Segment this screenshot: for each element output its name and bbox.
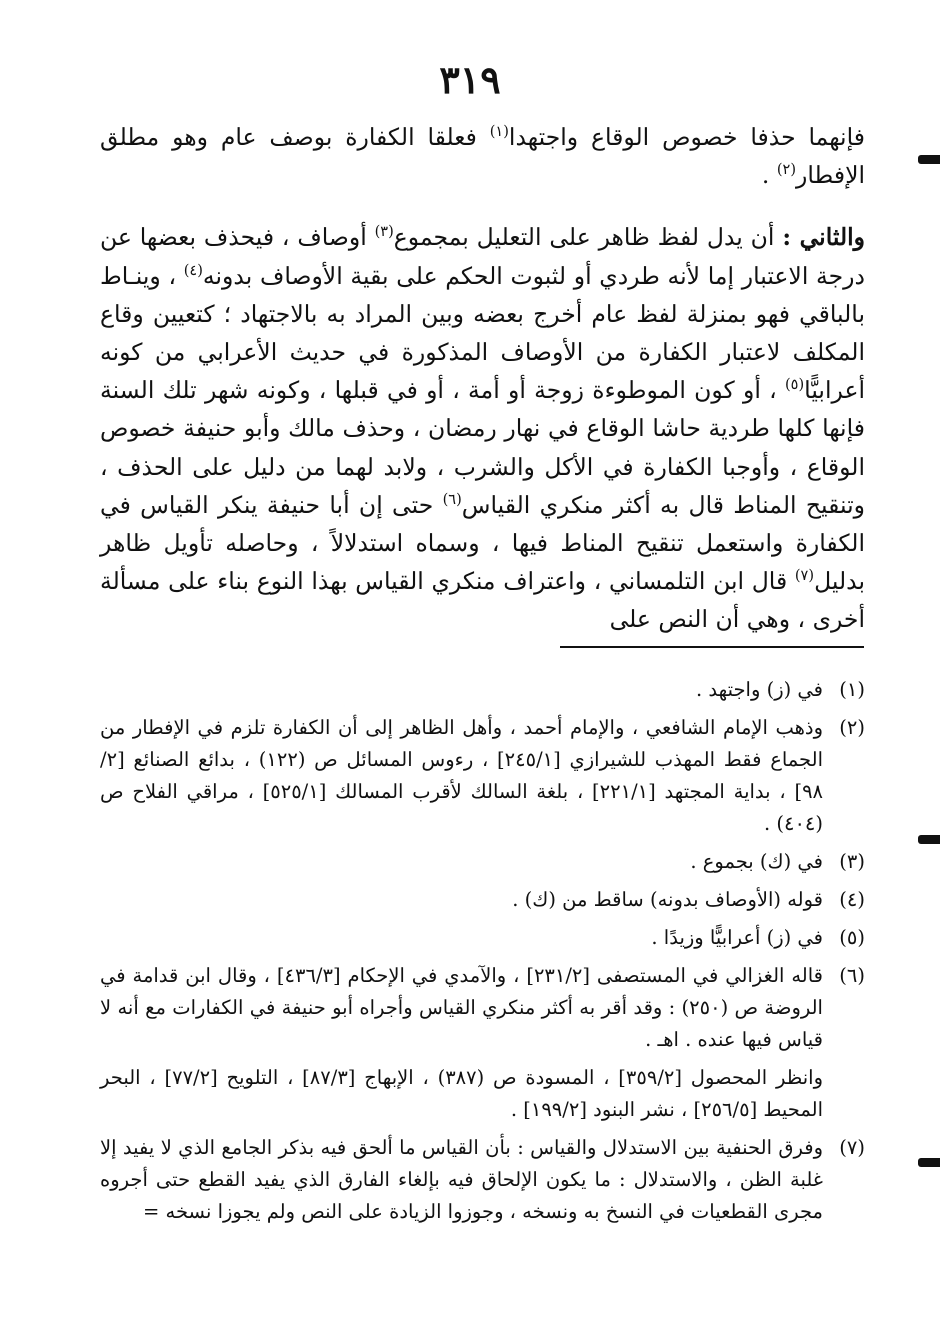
footnote-text: في (ز) واجتهد . — [696, 678, 823, 701]
page-number: ٣١٩ — [439, 57, 501, 102]
footnote-ref: (٣) — [374, 223, 394, 241]
page-edge-mark — [918, 835, 940, 844]
paragraph-lead: والثاني : — [782, 223, 865, 252]
text-segment: حتى إن أبا حنيفة ينكر القياس في الكفارة واستعمل تنقيح المناط فيها ، وسماه استدلالاً ، وحاصله تأويل ظاهر بدليل — [100, 490, 865, 596]
text-segment: فإنهما حذفا خصوص الوقاع واجتهدا — [508, 123, 865, 151]
page-edge-mark — [918, 1158, 940, 1167]
footnote-3 — [100, 846, 865, 878]
footnote-text: قاله الغزالي في المستصفى [٢٣١/٢] ، والآمدي في الإحكام [٤٣٦/٣] ، وقال ابن قدامة في الروضة ص (٢٥٠) : وقد أقر به أكثر منكري القياس وأجراه أبو حنيفة في الكفارات مع أنه لا قياس فيها عنده . اهـ . — [100, 964, 824, 1051]
text-segment: . — [761, 161, 777, 190]
text-segment: فعلقا الكفارة بوصف عام وهو مطلق الإفطار — [100, 123, 865, 190]
main-text — [100, 118, 865, 639]
footnote-text: في (ك) بجموع . — [690, 850, 823, 873]
footnote-number: (٤) — [839, 888, 865, 911]
text-segment: ، أو كون الموطوءة زوجة أو أمة ، أو في قبلها ، وكونه شهر تلك السنة فإنها كلها طردية حاشا الوقاع في نهار رمضان ، وحذف مالك وأبو حنيفة خصوص الوقاع ، وأوجبا الكفارة في الأكل والشرب ، ولابد لهما من دليل على الحذف ، وتنقيح المناط قال به أكثر منكري القياس — [100, 376, 866, 519]
text-segment: قال ابن التلمساني ، واعتراف منكري القياس بهذا النوع بناء على مسألة أخرى ، وهي أن النص على — [100, 567, 865, 634]
footnote-number: (٦) — [839, 964, 865, 987]
footnote-text: وفرق الحنفية بين الاستدلال والقياس : بأن القياس ما ألحق فيه بذكر الجامع الذي لا يفيد إلا غلبة الظن ، والاستدلال : ما يكون الإلحاق فيه بإلغاء الفارق الذي يفيد القطع حتى أجروه مجرى القطعيات في النسخ به ونسخه ، وجوزوا الزيادة على النص ولم يجوزا نسخه = — [100, 1136, 823, 1223]
footnote-6-continuation: وانظر المحصول [٣٥٩/٢] ، المسودة ص (٣٨٧) ، الإبهاج [٨٧/٣] ، التلويح [٧٧/٢] ، البحر المحيط [٢٥٦/٥] ، نشر البنود [١٩٩/٢] . — [100, 1066, 823, 1121]
text-segment: أن يدل لفظ ظاهر على التعليل بمجموع — [393, 223, 783, 252]
page-edge-mark — [918, 155, 940, 164]
footnote-6 — [100, 960, 865, 1056]
footnote-5 — [100, 922, 865, 954]
footnote-ref: (٥) — [784, 376, 805, 394]
footnote-ref: (٤) — [183, 261, 203, 279]
footnote-text: قوله (الأوصاف بدونه) ساقط من (ك) . — [512, 888, 823, 911]
footnote-text: في (ز) أعرابيًّا وزيدًا . — [651, 926, 823, 949]
footnote-7 — [100, 1132, 865, 1228]
footnotes — [100, 674, 865, 1234]
text-segment: أوصاف ، فيحذف بعضها عن درجة الاعتبار إما لأنه طردي أو لثبوت الحكم على بقية الأوصاف بدونه — [100, 223, 865, 290]
footnote-number: (٣) — [839, 850, 865, 873]
footnote-number: (٧) — [839, 1136, 865, 1159]
footnote-1 — [100, 674, 865, 706]
footnote-number: (١) — [839, 678, 865, 701]
footnote-ref: (٦) — [442, 491, 462, 508]
footnote-4 — [100, 884, 865, 916]
footnote-separator — [560, 646, 864, 648]
footnote-ref: (٢) — [776, 161, 797, 179]
footnote-number: (٢) — [839, 716, 865, 739]
footnote-2 — [100, 712, 865, 840]
footnote-number: (٥) — [839, 926, 865, 949]
footnote-ref: (٧) — [794, 567, 815, 585]
footnote-text: وذهب الإمام الشافعي ، والإمام أحمد ، وأهل الظاهر إلى أن الكفارة تلزم في الإفطار من الجماع فقط المهذب للشيرازي [٢٤٥/١] ، رءوس المسائل ص (١٢٢) ، بدائع الصنائع [٢/ ٩٨] ، بداية المجتهد [٢٢١/١] ، بلغة السالك لأقرب المسالك [٥٢٥/١] ، مراقي الفلاح ص (٤٠٤) . — [100, 716, 824, 835]
paragraph-2 — [100, 218, 865, 638]
text-segment: ، وينـاط بالباقي فهو بمنزلة لفظ عام أخرج بعضه وبين المراد به بالاجتهاد ؛ كتعيين وقاع المكلف لاعتبار الكفارة من الأوصاف المذكورة في حديث الأعرابي من كونه أعرابيًّا — [100, 261, 865, 405]
footnote-ref: (١) — [489, 123, 509, 141]
paragraph-1 — [100, 118, 865, 194]
